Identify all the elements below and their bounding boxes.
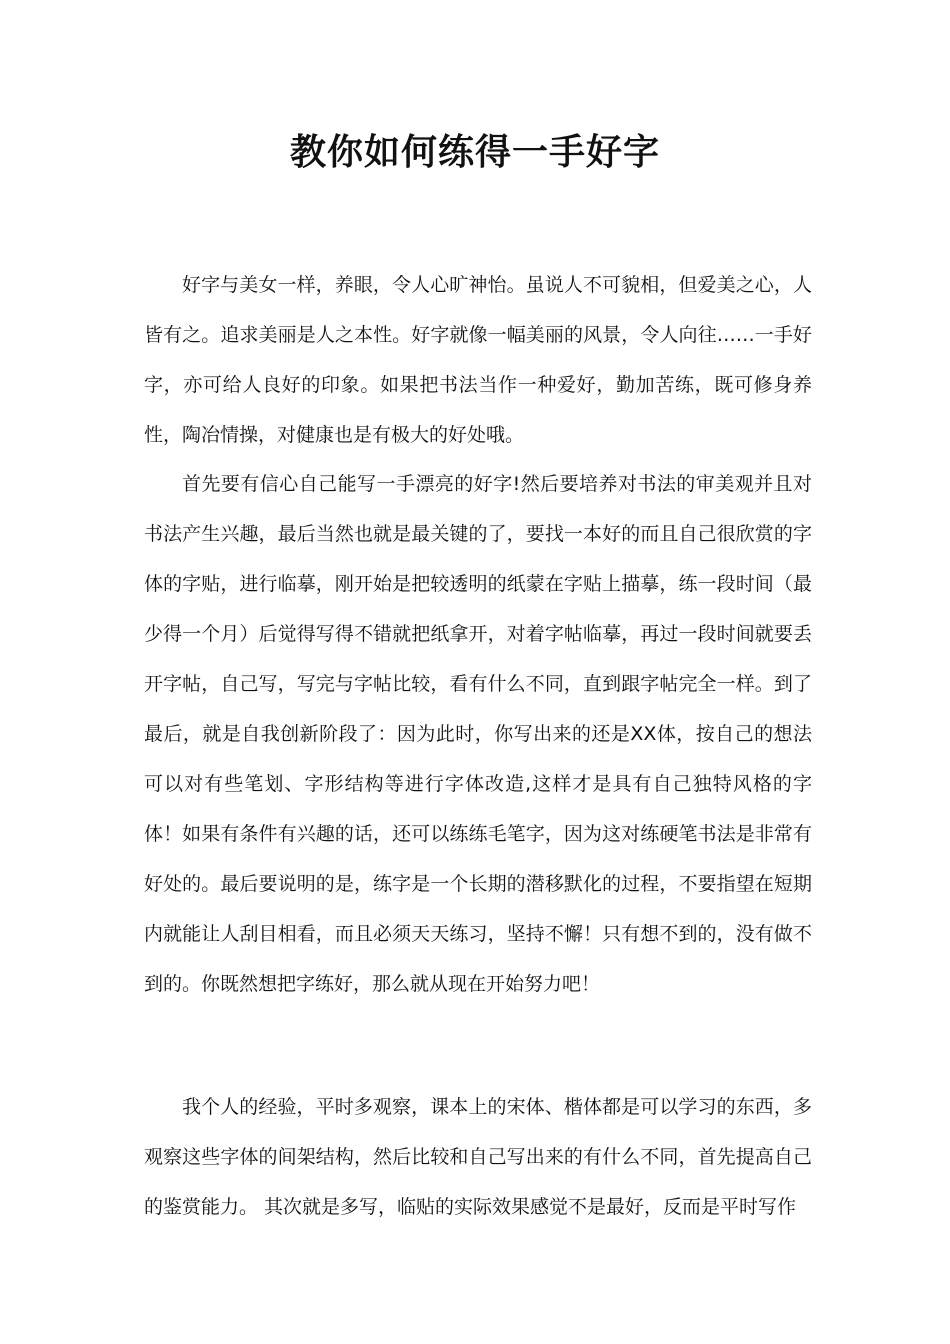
paragraph-intro: 好字与美女一样，养眼，令人心旷神怡。虽说人不可貌相，但爱美之心，人皆有之。追求美丽是人之本性。好字就像一幅美丽的风景，令人向往……一手好字，亦可给人良好的印象。如果把书法当作一种爱好，勤加苦练，既可修身养性，陶冶情操，对健康也是有极大的好处哦。 (144, 274, 812, 446)
document-title: 教你如何练得一手好字 (289, 132, 660, 173)
paragraph-method: 首先要有信心自己能写一手漂亮的好字!然后要培养对书法的审美观并且对书法产生兴趣，最后当然也就是最关键的了，要找一本好的而且自己很欣赏的字体的字贴，进行临摹，刚开始是把较透明的纸蒙在字贴上描摹，练一段时间（最少得一个月）后觉得写得不错就把纸拿开，对着字帖临摹，再过一段时间就要丢开字帖，自己写，写完与字帖比较，看有什么不同，直到跟字帖完全一样。到了最后，就是自我创新阶段了：因为此时，你写出来的还是XX体，按自己的想法可以对有些笔划、字形结构等进行字体改造,这样才是具有自己独特风格的字体！如果有条件有兴趣的话，还可以练练毛笔字，因为这对练硬笔书法是非常有好处的。最后要说明的是，练字是一个长期的潜移默化的过程，不要指望在短期内就能让人刮目相看，而且必须天天练习，坚持不懈！只有想不到的，没有做不到的。你既然想把字练好，那么就从现在开始努力吧！ (144, 473, 812, 995)
paragraph-experience: 我个人的经验，平时多观察，课本上的宋体、楷体都是可以学习的东西，多观察这些字体的间架结构，然后比较和自己写出来的有什么不同，首先提高自己的鉴赏能力。 其次就是多写，临贴的实际效果感觉不是最好，反而是平时写作 (144, 1096, 812, 1218)
